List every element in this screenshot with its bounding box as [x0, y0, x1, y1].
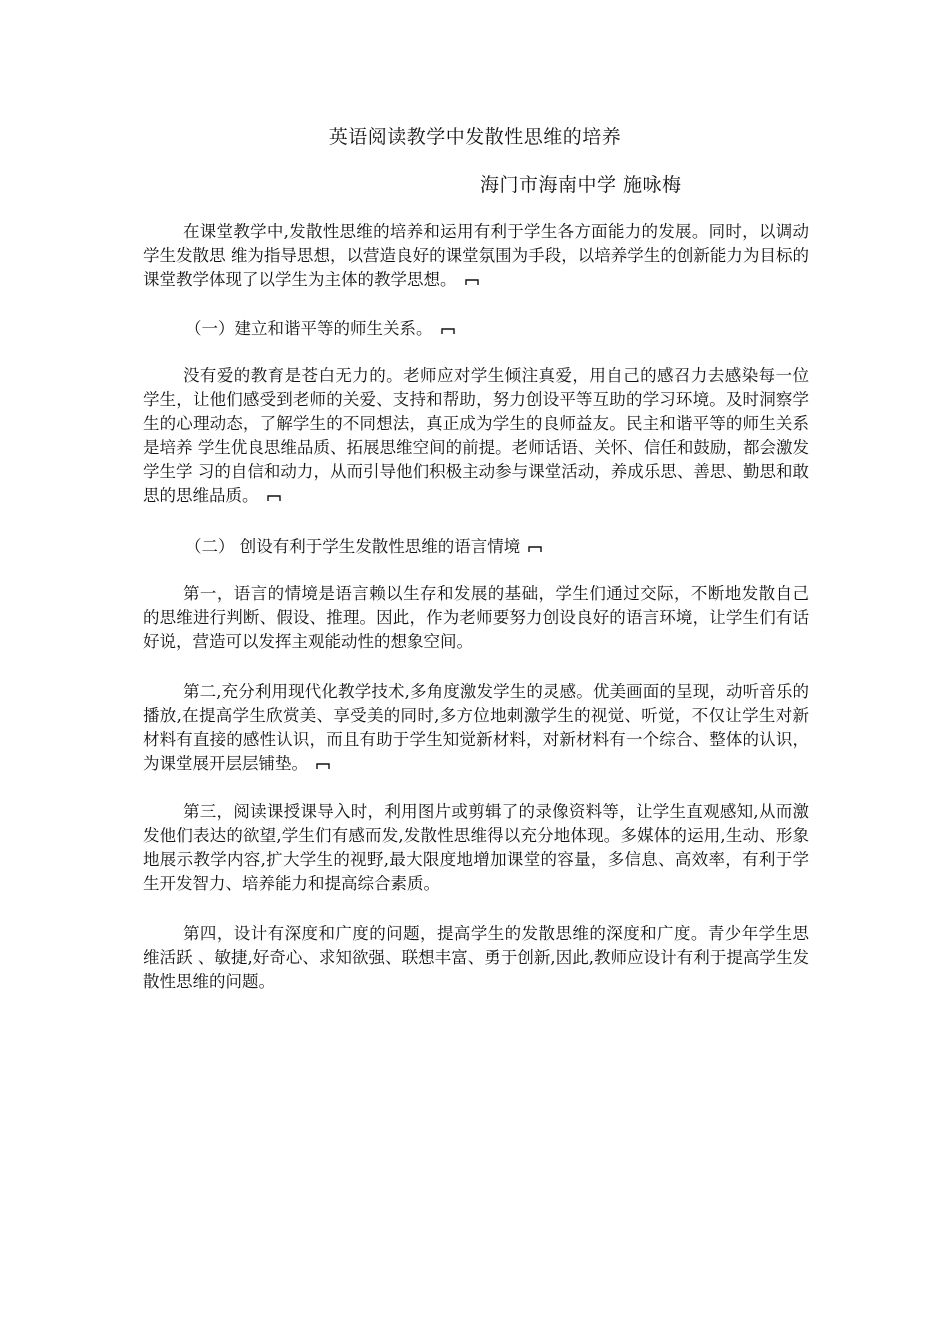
paragraph-5 — [143, 922, 809, 994]
document-title: 英语阅读教学中发散性思维的培养 — [328, 126, 622, 148]
paragraph-mark-icon — [441, 327, 455, 335]
paragraph-4-text: 第三，阅读课授课导入时，利用图片或剪辑了的录像资料等，让学生直观感知,从而激发他们表达的欲望,学生们有感而发,发散性思维得以充分地体现。多媒体的运用,生动、形象地展示教学内容,扩大学生的视野,最大限度地增加课堂的容量，多信息、高效率，有利于学生开发智力、培养能力和提高综合素质。 — [143, 802, 809, 893]
paragraph-mark-icon — [267, 494, 281, 502]
paragraph-3 — [143, 680, 809, 776]
paragraph-3-text: 第二,充分利用现代化教学技术,多角度激发学生的灵感。优美画面的呈现，动听音乐的播放,在提高学生欣赏美、享受美的同时,多方位地刺激学生的视觉、听觉，不仅让学生对新材料有直接的感性认识，而且有助于学生知觉新材料，对新材料有一个综合、整体的认识，为课堂展开层层铺垫。 — [143, 682, 809, 773]
section-heading-1-text: （一）建立和谐平等的师生关系。 — [185, 319, 433, 338]
paragraph-5-text: 第四，设计有深度和广度的问题，提高学生的发散思维的深度和广度。青少年学生思维活跃 、敏捷,好奇心、求知欲强、联想丰富、勇于创新,因此,教师应设计有利于提高学生发散性思维的问题。 — [143, 924, 809, 991]
paragraph-1-text: 没有爱的教育是苍白无力的。老师应对学生倾注真爱，用自己的感召力去感染每一位学生，让他们感受到老师的关爱、支持和帮助，努力创设平等互助的学习环境。及时洞察学生的心理动态，了解学生的不同想法，真正成为学生的良师益友。民主和谐平等的师生关系是培养 学生优良思维品质、拓展思维空间的前提。老师话语、关怀、信任和鼓励，都会激发学生学 习的自信和动力，从而引导他们积极主动参与课堂活动，养成乐思、善思、勤思和敢思的思维品质。 — [143, 366, 809, 505]
section-heading-1 — [185, 317, 455, 341]
paragraph-intro-text: 在课堂教学中,发散性思维的培养和运用有利于学生各方面能力的发展。同时，以调动学生发散思 维为指导思想，以营造良好的课堂氛围为手段，以培养学生的创新能力为目标的课堂教学体现了以学生为主体的教学思想。 — [143, 222, 809, 289]
document-author: 海门市海南中学 施咏梅 — [480, 174, 682, 196]
paragraph-mark-icon — [528, 545, 542, 553]
section-heading-2-text: （二） 创设有利于学生发散性思维的语言情境 — [185, 537, 521, 556]
paragraph-mark-icon — [465, 278, 479, 286]
paragraph-4 — [143, 800, 809, 896]
paragraph-2 — [143, 582, 809, 654]
section-heading-2 — [185, 535, 542, 559]
paragraph-intro — [143, 220, 809, 292]
paragraph-2-text: 第一，语言的情境是语言赖以生存和发展的基础，学生们通过交际，不断地发散自己的思维进行判断、假设、推理。因此，作为老师要努力创设良好的语言环境，让学生们有话好说，营造可以发挥主观能动性的想象空间。 — [143, 584, 809, 651]
paragraph-1 — [143, 364, 809, 508]
paragraph-mark-icon — [316, 762, 330, 770]
